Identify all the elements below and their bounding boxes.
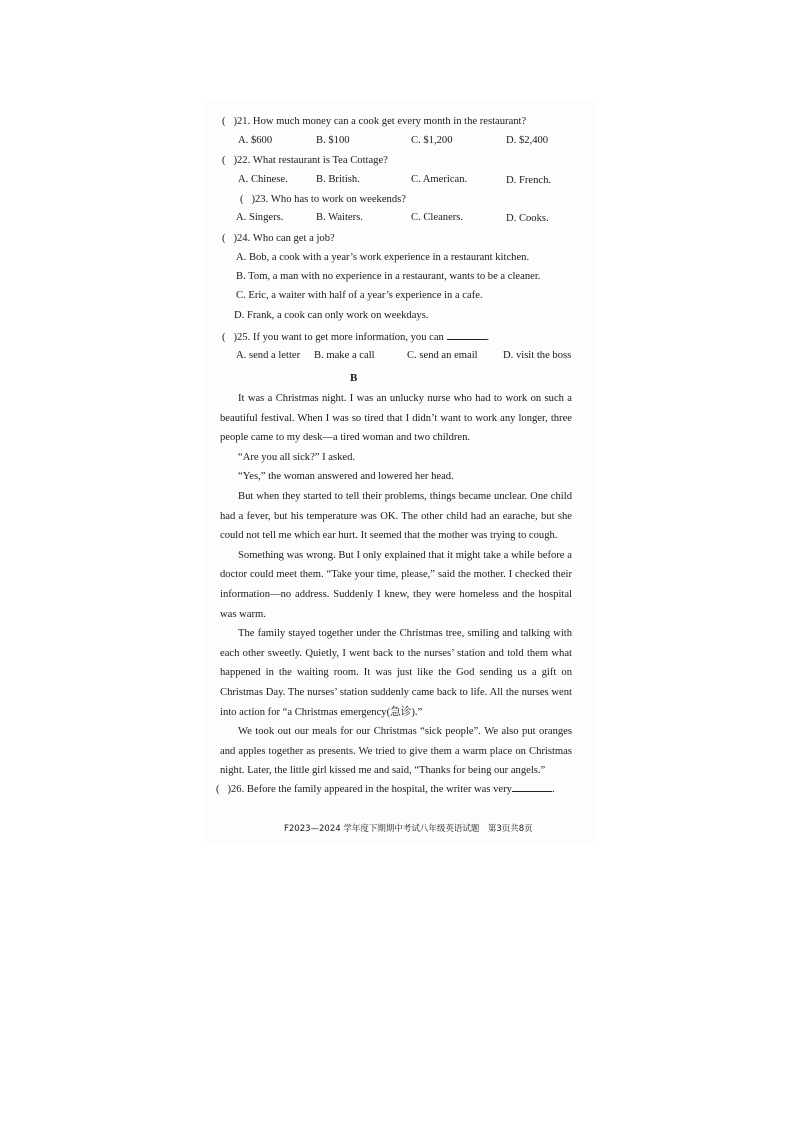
question-text: Who can get a job? [252, 233, 335, 244]
option: C. send an email [407, 350, 478, 361]
paren: ( [222, 233, 226, 244]
question-number: )25. [233, 332, 251, 343]
question-text: If you want to get more information, you can [252, 332, 444, 343]
paren: ( [222, 332, 226, 343]
page-footer: F2023—2024 学年度下期期中考试八年级英语试题 第3页共8页 [284, 824, 533, 834]
option: A. send a letter [236, 350, 301, 361]
question-21 [222, 115, 526, 129]
question-number: )23. [251, 194, 269, 205]
question-25: ( )25. If you want to get more information, you can . [222, 332, 490, 343]
option: D. French. [506, 175, 552, 186]
option: B. Waiters. [316, 212, 363, 223]
option: C. American. [411, 174, 468, 185]
paragraph: But when they started to tell their problems, things became unclear. One child had a fever, but his temperature was OK. The other child had an earache, but she could not tell me which ear hurt. It seemed that the mother was trying to cough. [220, 490, 572, 542]
option: A. $600 [238, 135, 273, 146]
paragraph: Something was wrong. But I only explained that it might take a while before a doctor could meet them. “Take your time, please,” said the mother. I checked their information—no address. Suddenly I knew, they were homeless and the hospital was warm. [220, 549, 572, 620]
question-26 [216, 782, 555, 797]
question-number: )26. [227, 784, 245, 795]
question-number: )22. [233, 155, 251, 166]
paren: ( [216, 784, 220, 795]
option: B. $100 [316, 135, 350, 146]
paragraph: “Yes,” the woman answered and lowered her head. [238, 471, 454, 483]
question-24 [222, 232, 335, 246]
answer-blank [447, 330, 487, 340]
option: A. Bob, a cook with a year’s work experience in a restaurant kitchen. [236, 252, 530, 263]
option: A. Singers. [236, 212, 284, 223]
answer-blank [512, 782, 552, 792]
option: B. Tom, a man with no experience in a restaurant, wants to be a cleaner. [236, 271, 541, 282]
option: D. $2,400 [506, 135, 549, 146]
paragraph: We took out our meals for our Christmas “sick people”. We also put oranges and apples together as presents. We tried to give them a warm place on Christmas night. Later, the little girl kissed me and said, “Thanks for being our angels.” [220, 726, 572, 777]
question-number: )21. [233, 116, 251, 127]
option: B. British. [316, 174, 360, 185]
option: C. Cleaners. [411, 212, 464, 223]
question-end: . [551, 784, 555, 795]
paren: ( [222, 116, 226, 127]
question-text: What restaurant is Tea Cottage? [252, 155, 388, 166]
question-number: )24. [233, 233, 251, 244]
section-label: B [350, 372, 358, 384]
question-23 [240, 193, 406, 207]
question-text: Before the family appeared in the hospital, the writer was very [246, 784, 512, 795]
option: D. Cooks. [506, 213, 549, 224]
option: B. make a call [314, 350, 375, 361]
option: C. $1,200 [411, 135, 453, 146]
question-text: Who has to work on weekends? [270, 194, 406, 205]
paragraph: The family stayed together under the Christmas tree, smiling and talking with each other sweetly. Quietly, I went back to the nurses’ station and told them what happened in the waiting room. It was just like the God sending us a gift on Christmas Day. The nurses’ station suddenly came back to life. All the nurses went into action for “a Christmas emergency(急诊).” [220, 628, 572, 718]
question-22 [222, 154, 388, 168]
paragraph: It was a Christmas night. I was an unlucky nurse who had to work on such a beautiful festival. When I was so tired that I didn’t want to work any longer, three people came to my desk—a tired woman and two children. [220, 393, 572, 444]
reading-passage [220, 389, 572, 781]
paren: ( [240, 194, 244, 205]
paren: ( [222, 155, 226, 166]
option: C. Eric, a waiter with half of a year’s experience in a cafe. [236, 290, 483, 301]
option: D. visit the boss [503, 350, 572, 361]
option: A. Chinese. [238, 174, 288, 185]
option: D. Frank, a cook can only work on weekdays. [234, 310, 429, 321]
question-text: How much money can a cook get every month in the restaurant? [252, 116, 527, 127]
paragraph: “Are you all sick?” I asked. [238, 451, 356, 463]
